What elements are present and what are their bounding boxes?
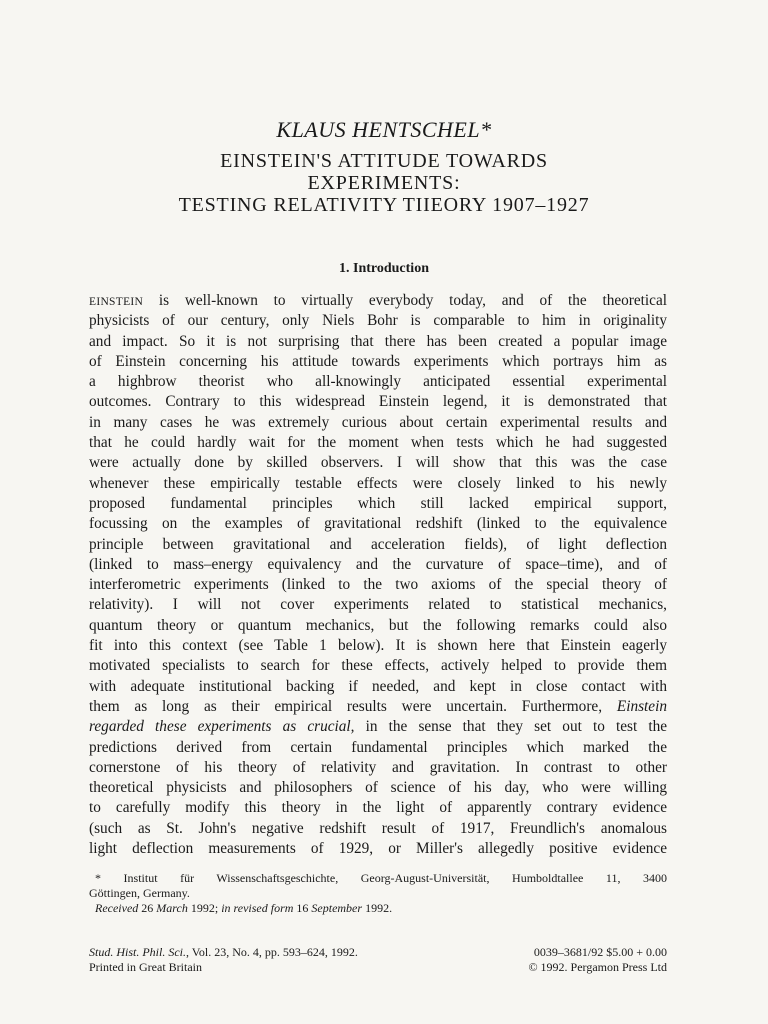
publisher-footer [528,945,667,974]
text-line: to carefully modify this theory in the light of apparently contrary evidence [89,799,667,817]
text-line: theoretical physicists and philosophers of science of his day, who were willing [89,779,667,797]
text-line: fit into this context (see Table 1 below). It is shown here that Einstein eagerly [89,637,667,655]
text-line: focussing on the examples of gravitational redshift (linked to the equivalence [89,515,667,533]
revised-date: 16 [293,901,312,915]
text-line: predictions derived from certain fundamental principles which marked the [89,738,667,756]
italic-text: regarded these experiments as crucial, [89,718,355,736]
author-name: KLAUS HENTSCHEL* [276,117,492,142]
journal-name: Stud. Hist. Phil. Sci. [89,945,186,959]
text-line: a highbrow theorist who all-knowingly anticipated essential experimental [89,373,667,391]
citation-details: , Vol. 23, No. 4, pp. 593–624, 1992. [186,945,358,959]
lead-word-smallcaps: EINSTEIN [89,296,144,308]
text-line: quantum theory or quantum mechanics, but the following remarks could also [89,616,667,634]
revised-year: 1992. [362,901,393,915]
text-line: proposed fundamental principles which still lacked empirical support, [89,494,667,512]
text-line: motivated specialists to search for these effects, actively helped to provide them [89,657,667,675]
received-dates [89,901,667,916]
text-line: physicists of our century, only Niels Bohr is comparable to him in originality [89,312,667,330]
received-label: Received [95,901,139,915]
text-line: of Einstein concerning his attitude towards experiments which portrays him as [89,352,667,370]
received-month: March [156,901,188,915]
text-line: principle between gravitational and acceleration fields), of light deflection [89,535,667,553]
journal-footer [89,945,358,974]
text-line: that he could hardly wait for the moment when tests which he had suggested [89,434,667,452]
text-line [89,291,667,311]
revised-label: in revised form [221,901,294,915]
text-line: (linked to mass–energy equivalency and the curvature of space–time), and of [89,555,667,573]
section-heading: 1. Introduction [339,261,429,276]
footnote-line: Göttingen, Germany. [89,886,190,900]
text-line: and impact. So it is not surprising that there has been created a popular image [89,332,667,350]
text-line: light deflection measurements of 1929, or Miller's allegedly positive evidence [89,840,667,858]
line-text: in the sense that they set out to test the [365,718,667,736]
text-line: cornerstone of his theory of relativity and gravitation. In contrast to other [89,758,667,776]
paper-title [0,150,768,216]
text-line: interferometric experiments (linked to the two axioms of the special theory of [89,576,667,594]
citation-line [89,945,358,960]
body-paragraph [89,291,667,859]
title-line: TESTING RELATIVITY TIIEORY 1907–1927 [178,194,590,216]
text-line: with adequate institutional backing if needed, and kept in close contact with [89,677,667,695]
text-line: whenever these empirically testable effects were closely linked to his newly [89,474,667,492]
text-line: (such as St. John's negative redshift result of 1917, Freundlich's anomalous [89,819,667,837]
printed-line: Printed in Great Britain [89,959,202,974]
text-line: outcomes. Contrary to this widespread Einstein legend, it is demonstrated that [89,393,667,411]
text-line: in many cases he was extremely curious about certain experimental results and [89,413,667,431]
received-date: 26 [138,901,157,915]
title-line: EXPERIMENTS: [307,172,461,194]
text-line [89,717,667,737]
text-line: were actually done by skilled observers. I will show that this was the case [89,454,667,472]
received-year: 1992; [187,901,222,915]
footnote-line: * Institut für Wissenschaftsgeschichte, Georg-August-Universität, Humboldtallee 11, 3400 [95,871,667,885]
text-line [89,697,667,717]
line-text: them as long as their empirical results were uncertain. Furthermore, [89,697,603,715]
revised-month: September [311,901,363,915]
issn-line: 0039–3681/92 $5.00 + 0.00 [533,945,667,959]
italic-text: Einstein [616,697,667,715]
affiliation-footnote [89,871,667,916]
title-line: EINSTEIN'S ATTITUDE TOWARDS [220,150,548,172]
text-line: relativity). I will not cover experiments related to statistical mechanics, [89,596,667,614]
copyright-line: © 1992. Pergamon Press Ltd [528,959,667,974]
line-text: is well-known to virtually everybody today, and of the theoretical [143,292,667,309]
